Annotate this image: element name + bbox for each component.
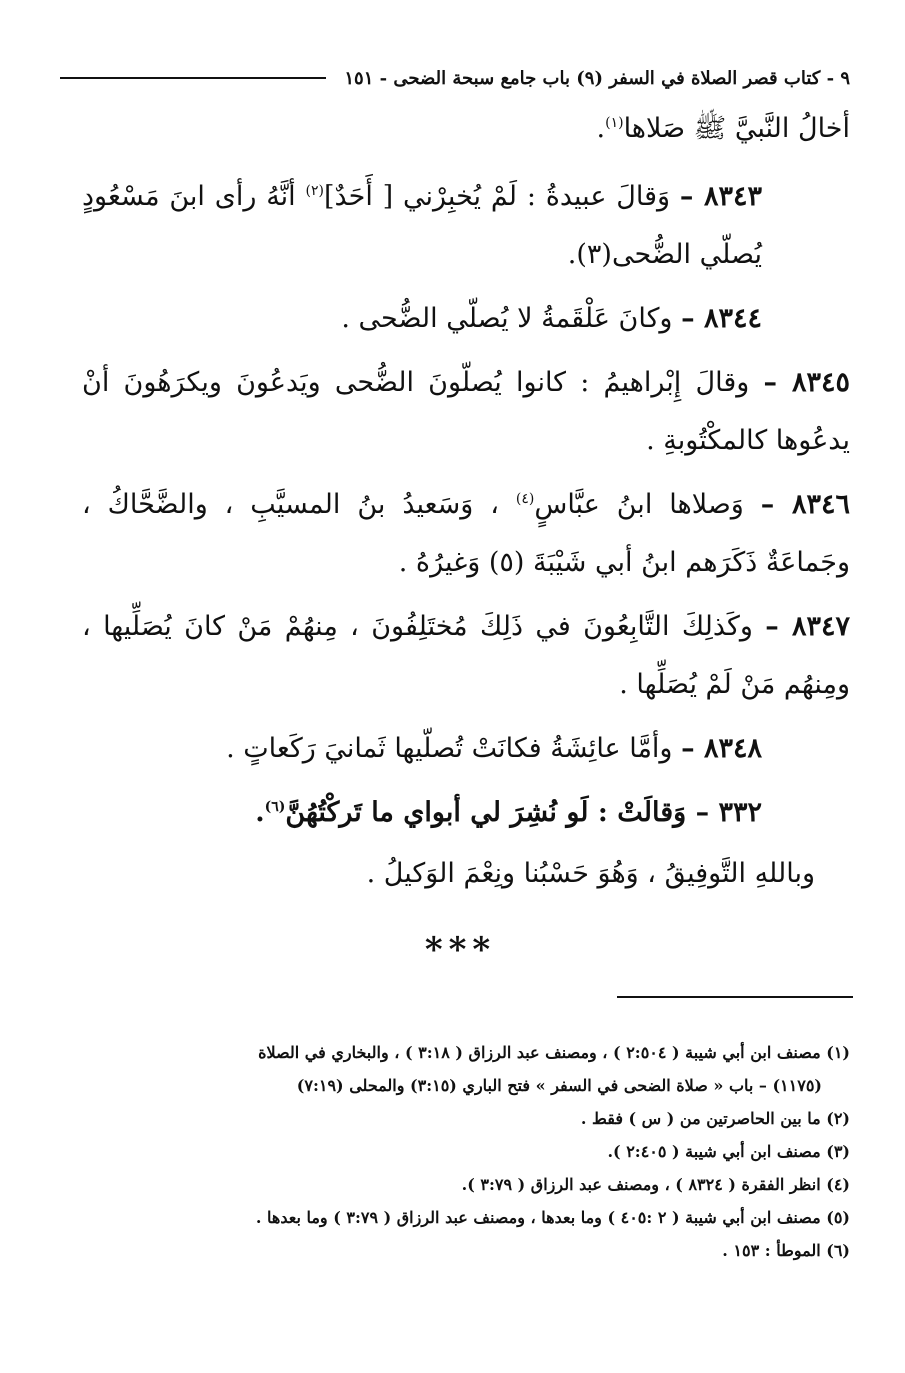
footnote-ref: (٤)	[515, 491, 535, 507]
footnote-ref: (٦)	[264, 799, 286, 815]
paragraph-text: وَقالَ عبيدةُ : لَمْ يُخبِرْني [ أَحَدٌ]	[323, 181, 671, 212]
paragraph-text: وكَذلِكَ التَّابِعُونَ في ذَلِكَ مُختَلِفُونَ ، مِنهُمْ مَنْ كانَ يُصَلِّيها ، ومِنهُم مَنْ لَمْ يُصَلِّها .	[82, 611, 850, 700]
paragraph-text: وَصلاها ابنُ عبَّاسٍ	[534, 489, 744, 520]
paragraph-number: ٨٣٤٤ –	[681, 303, 762, 334]
paragraph-text: وَقالَتْ : لَو نُشِرَ لي أبواي ما تَركْتُهُنَّ	[285, 797, 687, 828]
paragraph: ٨٣٤٦ – وَصلاها ابنُ عبَّاسٍ$^{(٤)}$ ، وَسَعيدُ بنُ المسيَّبِ ، والضَّحَّاكُ ، وجَماعَةٌ ذَكَرَهم ابنُ أبي شَيْبَةَ (٥) وَغيرُهُ .	[82, 489, 850, 578]
footnote-text: (٦) الموطأ : ١٥٣ .	[722, 1241, 850, 1260]
paragraph-number: ٨٣٤٧ –	[765, 611, 850, 642]
footnote-text: (٢) ما بين الحاصرتين من ( س ) فقط .	[580, 1109, 850, 1128]
footnote	[82, 1201, 850, 1234]
paragraph-text: أخالُ النَّبيَّ ﷺ صَلاها	[623, 113, 850, 144]
hadith-paragraph: ٣٣٢ – وَقالَتْ : لَو نُشِرَ لي أبواي ما تَركْتُهُنَّ$^{(٦)}$.	[255, 797, 762, 828]
paragraph-text: وكانَ عَلْقَمةُ لا يُصلّي الضُّحى .	[341, 303, 673, 334]
paragraph-number: ٨٣٤٣ –	[679, 181, 762, 212]
footnote-text: (٣) مصنف ابن أبي شيبة ( ٢:٤٠٥ ).	[607, 1142, 850, 1161]
main-text	[82, 100, 850, 848]
footnote	[82, 1102, 850, 1135]
paragraph-number: ٨٣٤٦ –	[760, 489, 850, 520]
paragraph-text: وأمَّا عائِشَةُ فكانَتْ تُصلّيها ثَمانيَ رَكَعاتٍ .	[226, 733, 673, 764]
paragraph: ٨٣٤٣ – وَقالَ عبيدةُ : لَمْ يُخبِرْني [ أَحَدٌ]$^{(٢)}$ أنَّهُ رأى ابنَ مَسْعُودٍ يُصلّي الضُّحى(٣).	[82, 181, 762, 270]
footnotes	[82, 1036, 850, 1267]
paragraph	[82, 598, 850, 714]
closing-formula: وباللهِ التَّوفِيقُ ، وَهُوَ حَسْبُنا ونِعْمَ الوَكيلُ .	[366, 858, 815, 889]
paragraph	[82, 290, 850, 348]
running-title: ٩ - كتاب قصر الصلاة في السفر (٩) باب جامع سبحة الضحى - ١٥١	[344, 67, 850, 89]
footnote	[82, 1168, 850, 1201]
section-separator: ***	[424, 930, 497, 970]
footnote-text: (٤) انظر الفقرة ( ٨٣٢٤ ) ، ومصنف عبد الرزاق ( ٣:٧٩ ).	[461, 1175, 850, 1194]
footnote-continuation: (١١٧٥) – باب « صلاة الضحى في السفر » فتح الباري (٣:١٥) والمحلى (٧:١٩)	[296, 1076, 822, 1095]
footnote-text: (٥) مصنف ابن أبي شيبة ( ٢ :٤٠٥ ) وما بعدها ، ومصنف عبد الرزاق ( ٣:٧٩ ) وما بعدها .	[255, 1208, 850, 1227]
footnote-text: (١) مصنف ابن أبي شيبة ( ٢:٥٠٤ ) ، ومصنف عبد الرزاق ( ٣:١٨ ) ، والبخاري في الصلاة	[258, 1043, 850, 1062]
hadith-number: ٣٣٢ –	[695, 797, 762, 828]
footnote-ref: (٢)	[305, 183, 324, 199]
paragraph-text: وقالَ إِبْراهيمُ : كانوا يُصلّونَ الضُّحى ويَدعُونَ ويكرَهُونَ أنْ يدعُوها كالمكْتُوبةِ .	[82, 367, 850, 456]
running-header	[60, 58, 850, 98]
footnote	[82, 1135, 850, 1168]
paragraph-number: ٨٣٤٨ –	[681, 733, 762, 764]
footnote	[82, 1234, 850, 1267]
paragraph	[82, 354, 850, 470]
footnote-ref: (١)	[605, 115, 624, 131]
footnote	[82, 1036, 850, 1102]
footnote-rule	[617, 996, 853, 998]
paragraph: أخالُ النَّبيَّ ﷺ صَلاها$^{(١)}$.	[596, 113, 850, 144]
header-rule	[60, 77, 326, 79]
paragraph-number: ٨٣٤٥ –	[763, 367, 850, 398]
paragraph	[82, 720, 850, 778]
